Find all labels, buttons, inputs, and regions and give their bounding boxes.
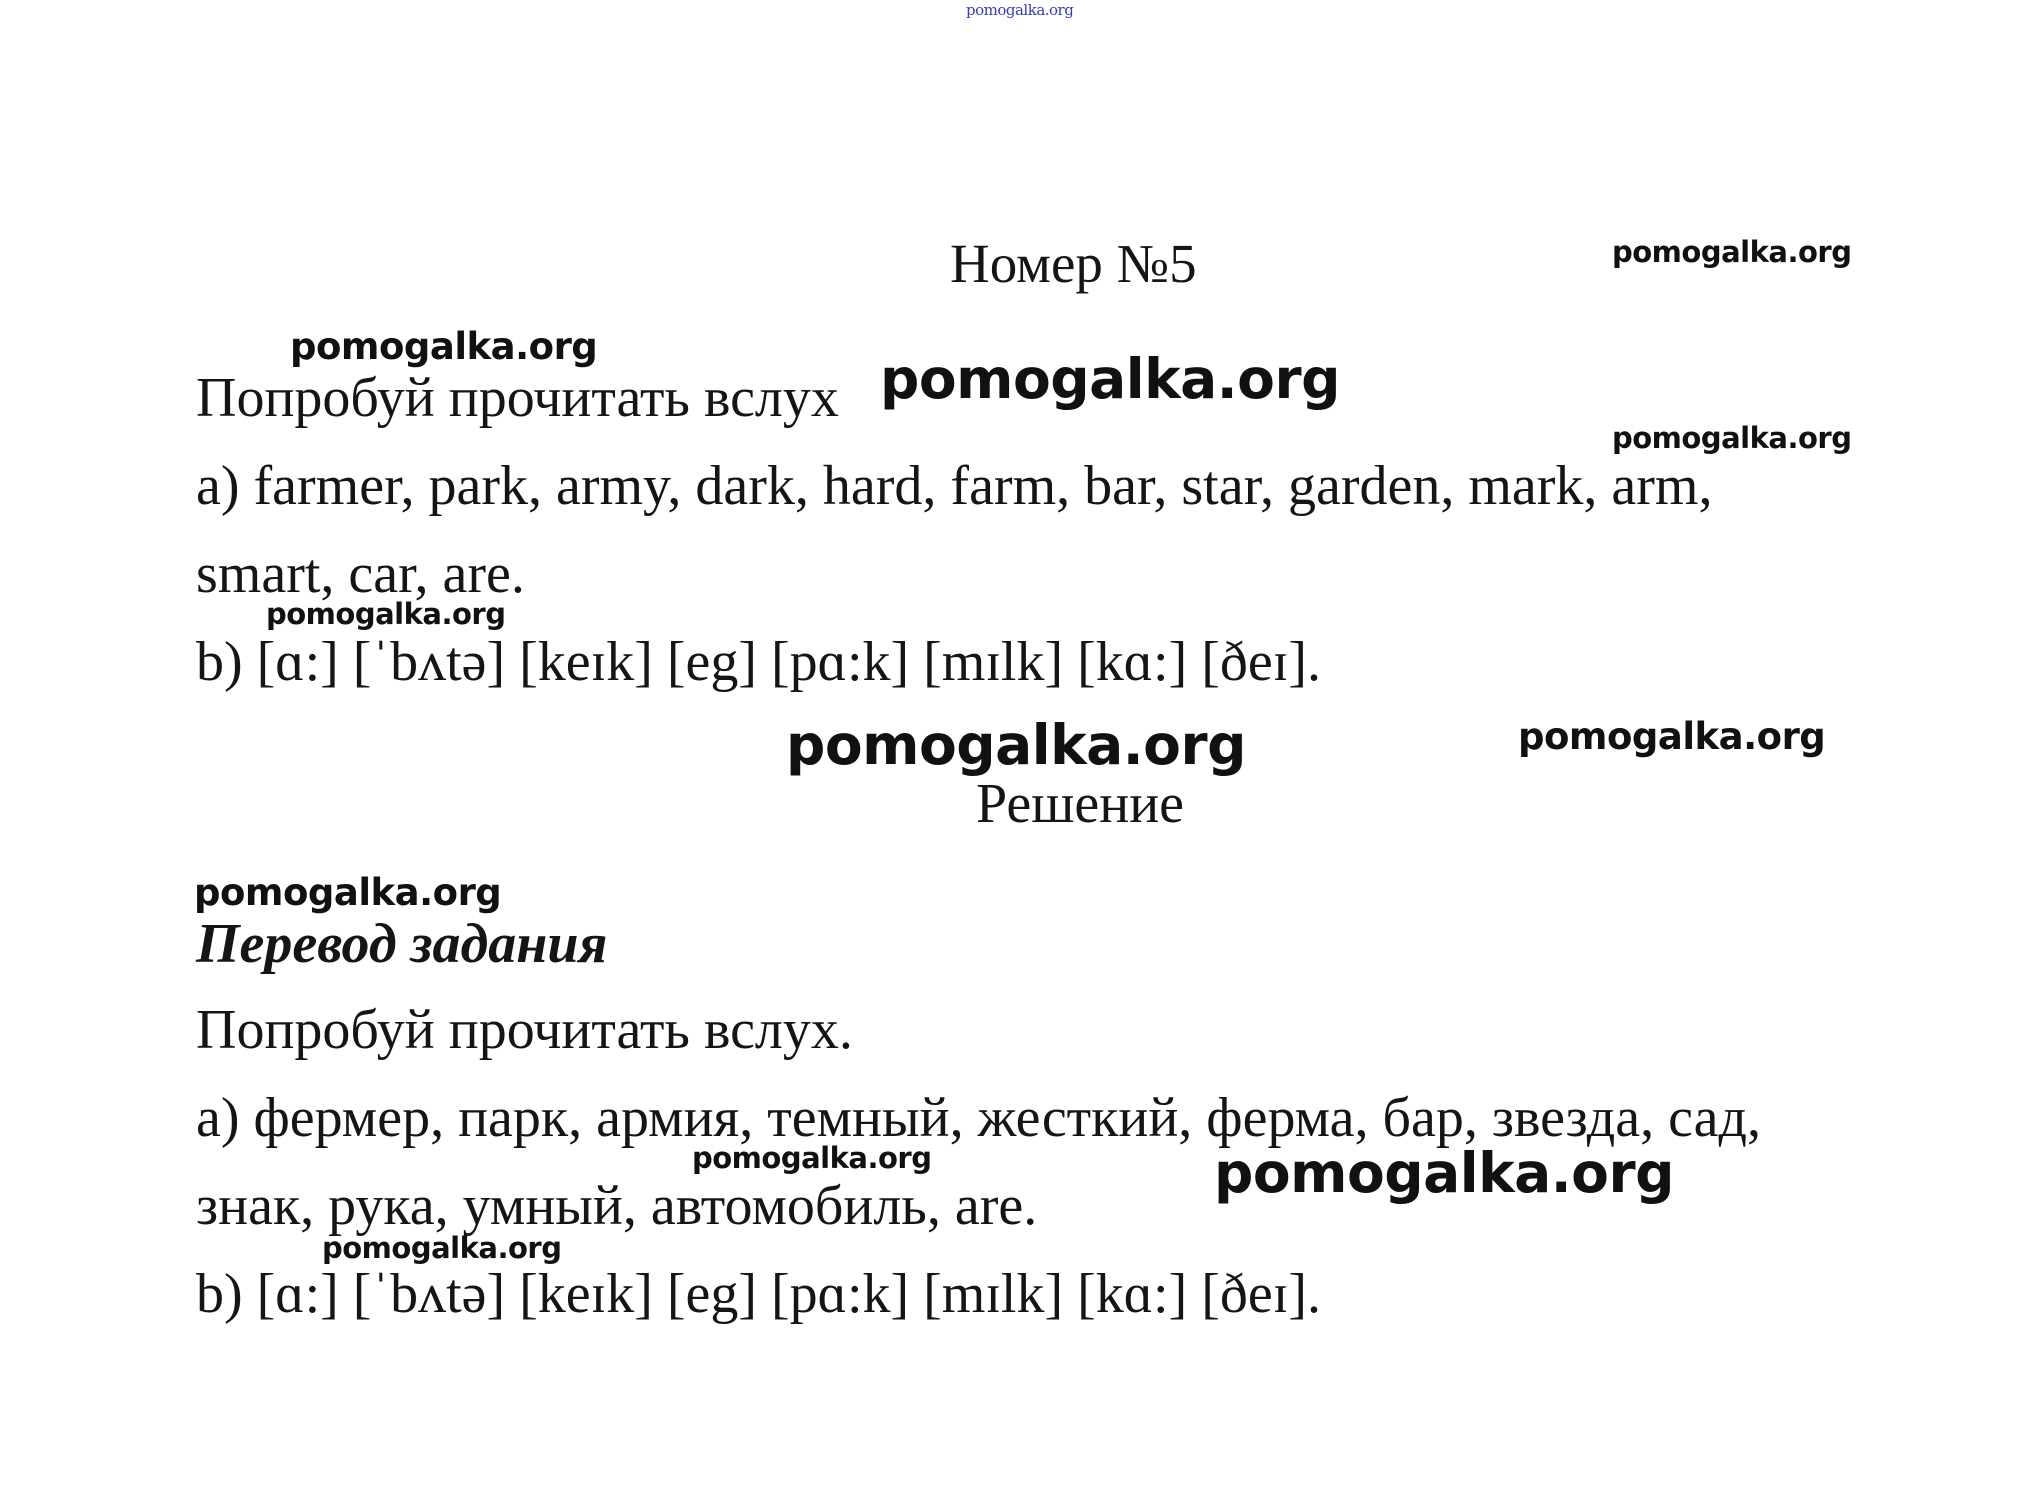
watermark: pomogalka.org — [786, 713, 1246, 777]
watermark: pomogalka.org — [1612, 235, 1852, 269]
watermark: pomogalka.org — [1214, 1141, 1674, 1205]
problem-line-a-1: a) farmer, park, army, dark, hard, farm, bar, star, garden, mark, arm, — [196, 455, 1713, 517]
watermark: pomogalka.org — [1612, 421, 1852, 455]
translation-heading: Перевод задания — [196, 913, 608, 975]
solution-instruction: Попробуй прочитать вслух. — [196, 999, 853, 1061]
watermark: pomogalka.org — [266, 597, 506, 631]
watermark: pomogalka.org — [1518, 715, 1826, 758]
problem-line-b: b) [ɑ:] [ˈbʌtə] [keɪk] [eg] [pɑ:k] [mɪlk] [kɑ:] [ðeɪ]. — [196, 631, 1321, 693]
header-watermark: pomogalka.org — [966, 1, 1074, 19]
solution-line-a-2: знак, рука, умный, автомобиль, are. — [196, 1175, 1038, 1237]
watermark: pomogalka.org — [194, 871, 502, 914]
solution-line-b: b) [ɑ:] [ˈbʌtə] [keɪk] [eg] [pɑ:k] [mɪlk] [kɑ:] [ðeɪ]. — [196, 1263, 1321, 1325]
solution-heading: Решение — [976, 773, 1185, 835]
watermark: pomogalka.org — [290, 325, 598, 368]
watermark: pomogalka.org — [692, 1141, 932, 1175]
problem-line-a-2: smart, car, are. — [196, 543, 525, 605]
problem-instruction: Попробуй прочитать вслух — [196, 367, 839, 429]
solution-line-a-1: a) фермер, парк, армия, темный, жесткий, ферма, бар, звезда, сад, — [196, 1087, 1761, 1149]
problem-title: Номер №5 — [950, 233, 1197, 294]
watermark: pomogalka.org — [322, 1231, 562, 1265]
watermark: pomogalka.org — [880, 347, 1340, 411]
